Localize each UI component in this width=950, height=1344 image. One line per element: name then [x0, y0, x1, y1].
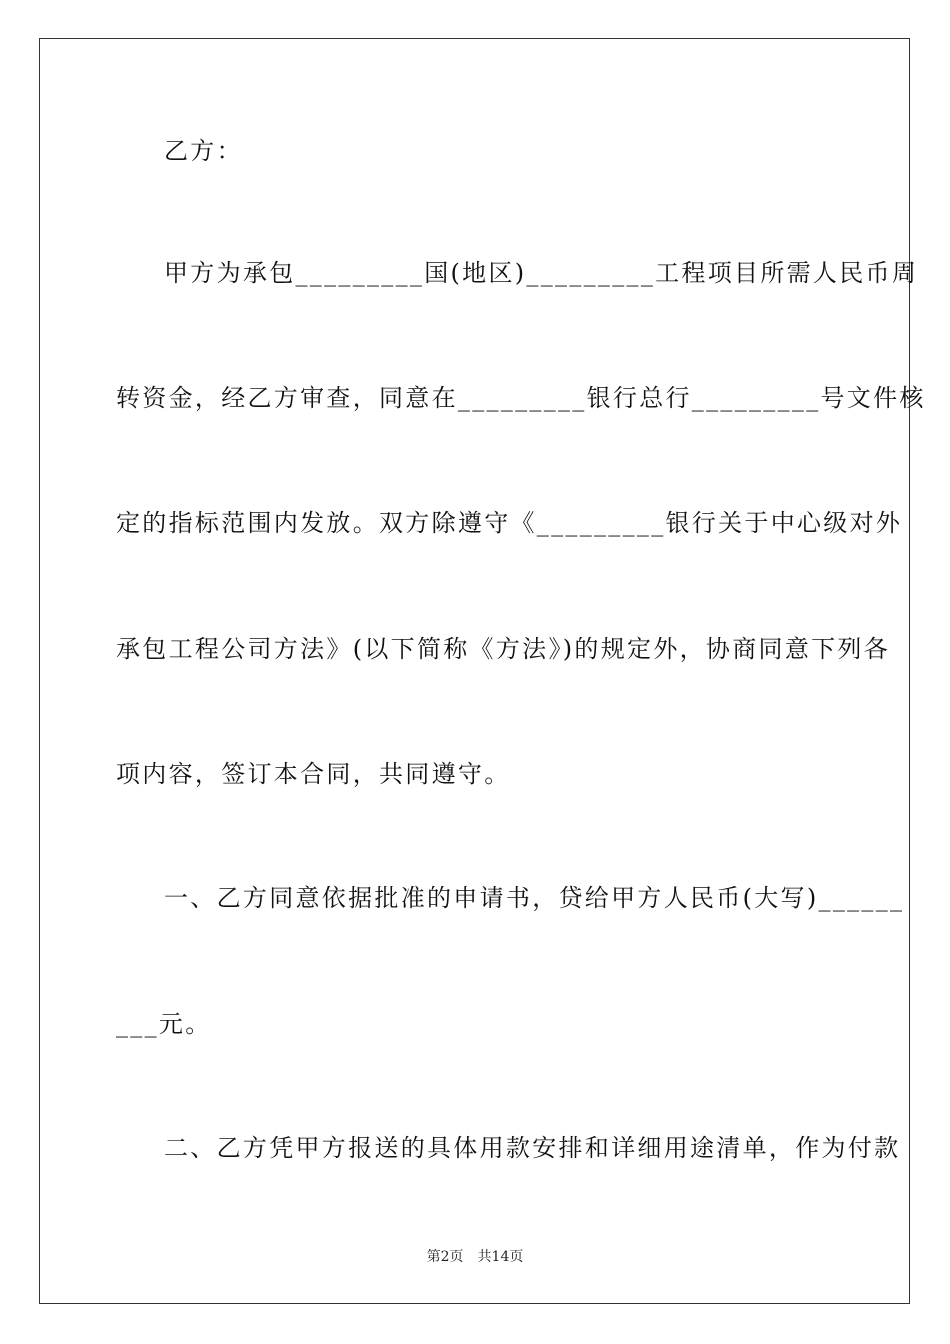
- paragraph-intro-line-2: 转资金，经乙方审查，同意在_________银行总行_________号文件核: [116, 384, 926, 412]
- clause-one-line-2: ___元。: [116, 1010, 212, 1038]
- paragraph-intro-line-5: 项内容，签订本合同，共同遵守。: [116, 760, 511, 788]
- clause-two-line-1: 二、乙方凭甲方报送的具体用款安排和详细用途清单，作为付款: [164, 1134, 901, 1162]
- paragraph-intro-line-3: 定的指标范围内发放。双方除遵守《_________银行关于中心级对外: [116, 509, 903, 537]
- clause-one-line-1: 一、乙方同意依据批准的申请书，贷给甲方人民币(大写)______: [164, 884, 905, 912]
- paragraph-intro-line-1: 甲方为承包_________国(地区)_________工程项目所需人民币周: [164, 259, 919, 287]
- page-footer: [0, 1248, 950, 1266]
- page-number: 第2页: [426, 1249, 464, 1265]
- page-total: 共14页: [477, 1249, 524, 1265]
- party-b-label: 乙方：: [164, 137, 243, 165]
- page-border: [39, 38, 926, 1304]
- paragraph-intro-line-4: 承包工程公司方法》(以下简称《方法》)的规定外，协商同意下列各: [116, 635, 891, 663]
